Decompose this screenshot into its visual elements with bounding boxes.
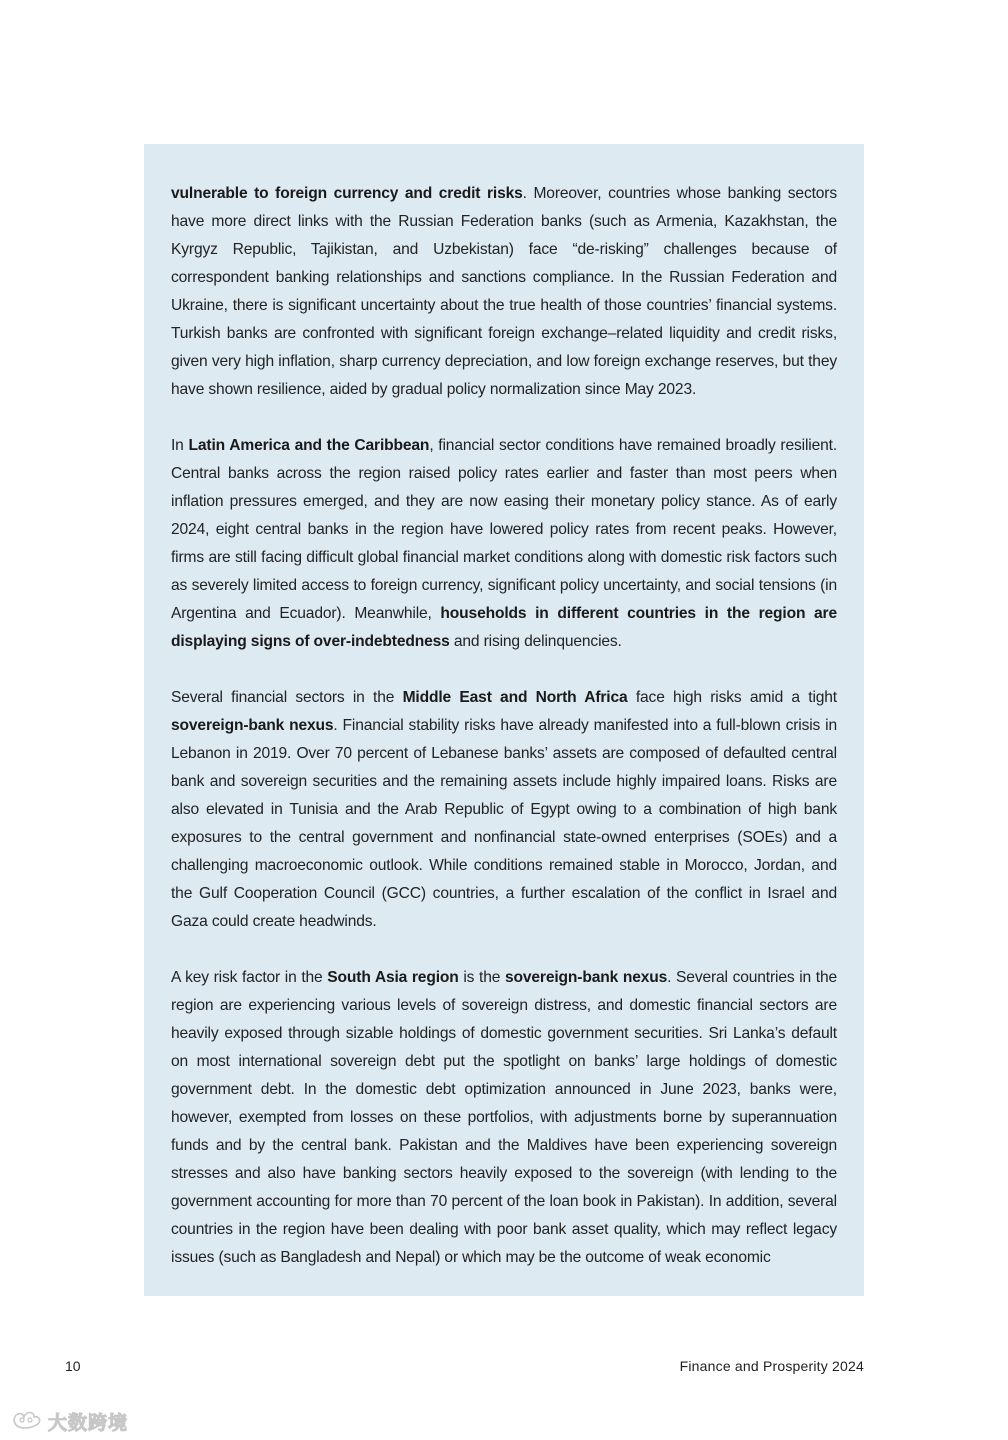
text-run: A key risk factor in the <box>171 969 328 986</box>
paragraph-europe-central-asia <box>171 180 837 404</box>
text-run: face high risks amid a tight <box>627 689 837 706</box>
bold-text-run: Latin America and the Caribbean <box>188 437 430 454</box>
text-run: . Moreover, countries whose banking sectors have more direct links with the Russian Federation banks (such as Armenia, Kazakhstan, the Kyrgyz Republic, Tajikistan, and Uzbekistan) face “de-risking” challenges because of correspondent banking relationships and sanctions compliance. In the Russian Federation and Ukraine, there is significant uncertainty about the true health of those countries’ financial systems. Turkish banks are confronted with significant foreign exchange–related liquidity and credit risks, given very high inflation, sharp currency depreciation, and low foreign exchange reserves, but they have shown resilience, aided by gradual policy normalization since May 2023. <box>171 185 837 398</box>
text-run: . Several countries in the region are experiencing various levels of sovereign distress, and domestic financial sectors are heavily exposed through sizable holdings of domestic government securities. Sri Lanka’s default on most international sovereign debt put the spotlight on banks’ large holdings of domestic government debt. In the domestic debt optimization announced in June 2023, banks were, however, exempted from losses on these portfolios, with adjustments borne by superannuation funds and by the central bank. Pakistan and the Maldives have been experiencing sovereign stresses and also have banking sectors heavily exposed to the sovereign (with lending to the government accounting for more than 70 percent of the loan book in Pakistan). In addition, several countries in the region have been dealing with poor bank asset quality, which may reflect legacy issues (such as Bangladesh and Nepal) or which may be the outcome of weak economic <box>171 969 837 1266</box>
watermark <box>10 1406 128 1436</box>
text-run: . Financial stability risks have already manifested into a full-blown crisis in Lebanon in 2019. Over 70 percent of Lebanese banks’ assets are composed of defaulted central bank and sovereign securities and the remaining assets include highly impaired loans. Risks are also elevated in Tunisia and the Arab Republic of Egypt owing to a combination of high bank exposures to the central government and nonfinancial state-owned enterprises (SOEs) and a challenging macroeconomic outlook. While conditions remained stable in Morocco, Jordan, and the Gulf Cooperation Council (GCC) countries, a further escalation of the conflict in Israel and Gaza could create headwinds. <box>171 717 837 930</box>
text-run: is the <box>458 969 505 986</box>
bold-text-run: Middle East and North Africa <box>402 689 628 706</box>
paragraph-middle-east <box>171 684 837 936</box>
text-run: In <box>171 437 189 454</box>
bold-text-run: sovereign-bank nexus <box>504 969 668 986</box>
paragraph-south-asia <box>171 964 837 1272</box>
text-run: , financial sector conditions have remained broadly resilient. Central banks across the region raised policy rates earlier and faster than most peers when inflation pressures emerged, and they are now easing their monetary policy stance. As of early 2024, eight central banks in the region have lowered policy rates from recent peaks. However, firms are still facing difficult global financial market conditions along with domestic risk factors such as severely limited access to foreign currency, significant policy uncertainty, and social tensions (in Argentina and Ecuador). Meanwhile, <box>171 437 838 622</box>
page-number: 10 <box>65 1358 81 1374</box>
text-run: Several financial sectors in the <box>171 689 403 706</box>
publication-title: Finance and Prosperity 2024 <box>679 1358 864 1374</box>
boxed-text-panel <box>144 144 864 1296</box>
logo-icon <box>10 1407 44 1436</box>
watermark-text: 大数跨境 <box>48 1412 129 1434</box>
bold-text-run: households in different countries in the region are displaying signs of over-indebtedness <box>171 605 837 650</box>
paragraph-latin-america <box>171 432 837 656</box>
bold-text-run: vulnerable to foreign currency and credit risks <box>171 185 523 202</box>
bold-text-run: sovereign-bank nexus <box>171 717 334 734</box>
bold-text-run: South Asia region <box>327 969 459 986</box>
text-run: and rising delinquencies. <box>449 633 622 650</box>
